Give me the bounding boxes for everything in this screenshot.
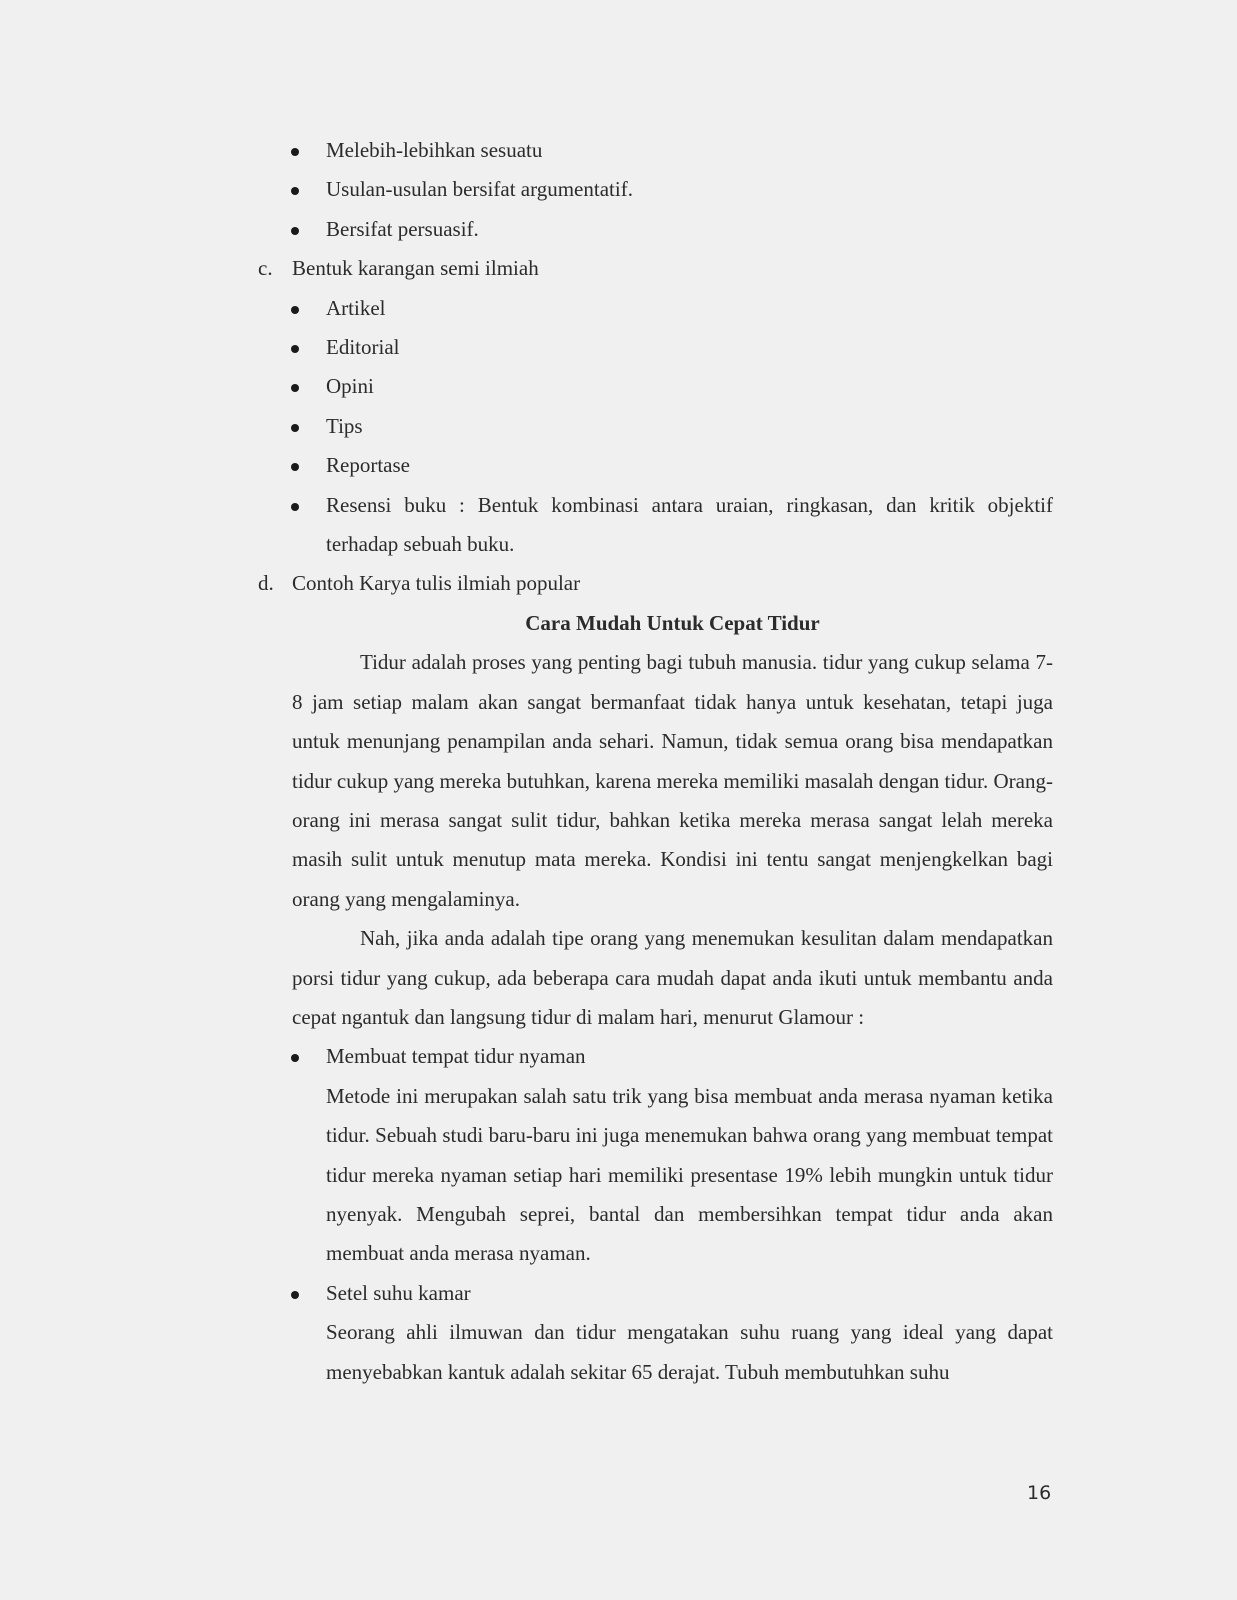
list-item: Resensi buku : Bentuk kombinasi antara uraian, ringkasan, dan kritik objektif terhadap sebuah buku. [258, 486, 1053, 565]
page-number: 16 [1027, 1482, 1052, 1504]
section-d-heading [258, 564, 1053, 603]
tip-body: Seorang ahli ilmuwan dan tidur mengatakan suhu ruang yang ideal yang dapat menyebabkan kantuk adalah sekitar 65 derajat. Tubuh membutuhkan suhu [326, 1320, 1053, 1384]
list-item: Opini [258, 367, 1053, 406]
page-content [258, 131, 1053, 1392]
tip-body: Metode ini merupakan salah satu trik yang bisa membuat anda merasa nyaman ketika tidur. Sebuah studi baru-baru ini juga menemukan bahwa orang yang membuat tempat tidur mereka nyaman setiap hari memiliki presentase 19% lebih mungkin untuk tidur nyenyak. Mengubah seprei, bantal dan membersihkan tempat tidur anda akan membuat anda merasa nyaman. [326, 1083, 1053, 1266]
list-item: Bersifat persuasif. [258, 210, 1053, 249]
tip-heading: Membuat tempat tidur nyaman [258, 1037, 1053, 1076]
list-item: Editorial [258, 328, 1053, 367]
list-item: Tips [258, 407, 1053, 446]
section-c-marker: c. [258, 256, 273, 281]
article-paragraph: Tidur adalah proses yang penting bagi tubuh manusia. tidur yang cukup selama 7-8 jam setiap malam akan sangat bermanfaat tidak hanya untuk kesehatan, tetapi juga untuk menunjang penampilan anda sehari. Namun, tidak semua orang bisa mendapatkan tidur cukup yang mereka butuhkan, karena mereka memiliki masalah dengan tidur. Orang-orang ini merasa sangat sulit tidur, bahkan ketika mereka merasa sangat lelah mereka masih sulit untuk menutup mata mereka. Kondisi ini tentu sangat menjengkelkan bagi orang yang mengalaminya. [292, 650, 1053, 911]
list-item: Artikel [258, 289, 1053, 328]
section-d-marker: d. [258, 571, 274, 596]
section-c-heading [258, 249, 1053, 288]
article-title: Cara Mudah Untuk Cepat Tidur [525, 610, 820, 635]
list-item: Usulan-usulan bersifat argumentatif. [258, 170, 1053, 209]
list-item: Reportase [258, 446, 1053, 485]
section-c-label: Bentuk karangan semi ilmiah [292, 256, 539, 281]
tip-heading: Setel suhu kamar [258, 1274, 1053, 1313]
article-paragraph: Nah, jika anda adalah tipe orang yang menemukan kesulitan dalam mendapatkan porsi tidur yang cukup, ada beberapa cara mudah dapat anda ikuti untuk membantu anda cepat ngantuk dan langsung tidur di malam hari, menurut Glamour : [292, 926, 1053, 1029]
section-d-label: Contoh Karya tulis ilmiah popular [292, 571, 581, 596]
list-item: Melebih-lebihkan sesuatu [258, 131, 1053, 170]
